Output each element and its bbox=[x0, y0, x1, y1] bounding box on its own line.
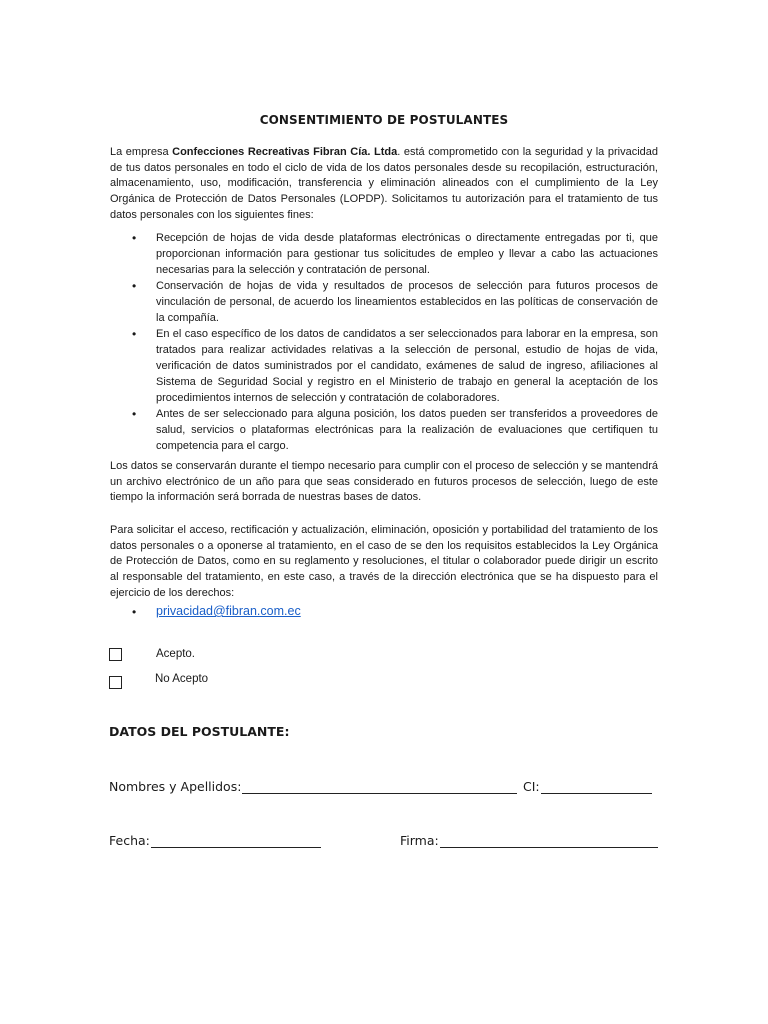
document-title: CONSENTIMIENTO DE POSTULANTES bbox=[259, 113, 509, 127]
accept-label: Acepto. bbox=[156, 648, 195, 660]
signature-input-line[interactable] bbox=[440, 835, 658, 848]
reject-checkbox[interactable] bbox=[109, 676, 122, 689]
signature-field[interactable] bbox=[400, 833, 658, 848]
retention-paragraph: Los datos se conservarán durante el tiempo necesario para cumplir con el proceso de selección y se mantendrá un archivo electrónico de un año para que seas considerado en futuros procesos de selección, luego de este tiempo la información será borrada de nuestras bases de datos. bbox=[110, 460, 658, 504]
name-label: Nombres y Apellidos: bbox=[109, 779, 242, 794]
list-item: • Conservación de hojas de vida y resultados de procesos de selección para futuros procesos de vinculación de personal, de acuerdo los lineamientos establecidos en las políticas de conservación de la compañía. bbox=[110, 278, 658, 326]
name-field[interactable] bbox=[109, 779, 517, 794]
ci-label: CI: bbox=[523, 779, 540, 794]
purposes-list bbox=[110, 230, 658, 454]
intro-paragraph bbox=[110, 145, 658, 224]
name-input-line[interactable] bbox=[242, 781, 517, 794]
company-name: Confecciones Recreativas Fibran Cía. Ltda bbox=[172, 146, 398, 158]
ci-field[interactable] bbox=[523, 779, 652, 794]
privacy-email-link[interactable]: privacidad@fibran.com.ec bbox=[156, 604, 301, 618]
intro-prefix: La empresa bbox=[110, 146, 173, 158]
list-item: • En el caso específico de los datos de candidatos a ser seleccionados para laborar en la empresa, son tratados para realizar actividades relativas a la selección de personal, estudio de hojas de vida, verificación de datos suministrados por el candidato, exámenes de salud de ingreso, afiliaciones al Sistema de Seguridad Social y registro en el Ministerio de trabajo en general la aceptación de los procedimientos internos de selección y contratación de colaboradores. bbox=[110, 326, 658, 406]
accept-checkbox[interactable] bbox=[109, 648, 122, 661]
list-item: • Antes de ser seleccionado para alguna posición, los datos pueden ser transferidos a proveedores de salud, servicios o plataformas electrónicas para la realización de evaluaciones que certifiquen tu competencia para el cargo. bbox=[110, 406, 658, 454]
date-label: Fecha: bbox=[109, 833, 150, 848]
reject-label: No Acepto bbox=[155, 673, 209, 685]
date-input-line[interactable] bbox=[151, 835, 321, 848]
bullet-icon: • bbox=[132, 605, 137, 619]
signature-label: Firma: bbox=[400, 833, 439, 848]
applicant-data-heading: DATOS DEL POSTULANTE: bbox=[109, 724, 290, 739]
rights-paragraph: Para solicitar el acceso, rectificación y actualización, eliminación, oposición y portabilidad del tratamiento de los datos personales o a oponerse al tratamiento, en el caso de se den los requisitos establecidos la Ley Orgánica de Protección de Datos, como en su reglamento y resoluciones, el titular o colaborador puede dirigir un escrito al responsable del tratamiento, en este caso, a través de la dirección electrónica que se ha dispuesto para el ejercicio de los derechos: bbox=[110, 524, 658, 599]
ci-input-line[interactable] bbox=[541, 781, 652, 794]
date-field[interactable] bbox=[109, 833, 321, 848]
list-item: • Recepción de hojas de vida desde plataformas electrónicas o directamente entregadas por ti, que proporcionan información para gestionar tus solicitudes de empleo y llevar a cabo las actuaciones necesarias para la selección y contratación de personal. bbox=[110, 230, 658, 278]
intro-suffix: . está comprometido con la seguridad y la privacidad de tus datos personales en todo el ciclo de vida de los datos personales desde su recopilación, estructuración, almacenamiento, uso, modificación, transferencia y eliminación alineados con el cumplimiento de la Ley Orgánica de Protección de Datos Personales (LOPDP). Solicitamos tu autorización para el tratamiento de tus datos personales con los siguientes fines: bbox=[110, 146, 658, 221]
